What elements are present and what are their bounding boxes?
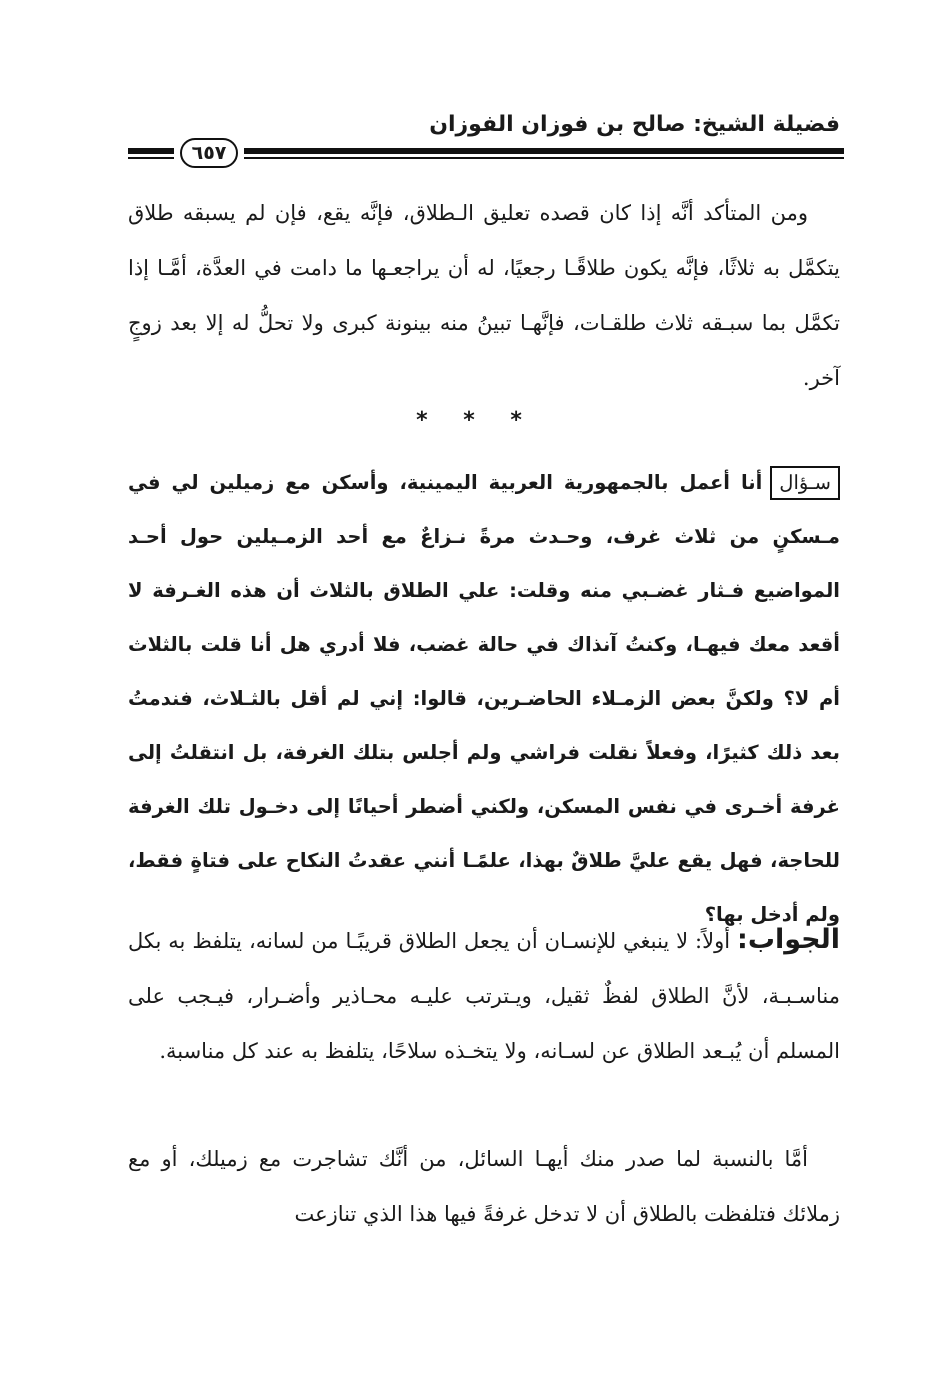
section-separator: * * *: [416, 408, 536, 433]
question-label: سـؤال: [770, 466, 840, 500]
answer-continued-paragraph: أمَّا بالنسبة لما صدر منك أيهـا السائل، من أنَّك تشاجرت مع زميلك، أو مع زملائك فتلفظت بالطلاق أن لا تدخل غرفةً فيها هذا الذي تنازعت: [128, 1147, 840, 1226]
question-text: أنا أعمل بالجمهورية العربية اليمينية، وأسكن مع زميلين لي في مـسكنٍ من ثلاث غرف، وحـدث مرةً نـزاعٌ مع أحد الزمـيلين حول أحـد المواضيع فـثار غضـبي منه وقلت: علي الطلاق بالثلاث أن هذه الغـرفة لا أقعد معك فيهـا، وكنتُ آنذاك في حالة غضب، فلا أدري هل أنا قلت بالثلاث أم لا؟ ولكنَّ بعض الزمـلاء الحاضـرين، قالوا: إني لم أقل بالثـلاث، فندمتُ بعد ذلك كثيرًا، وفعلاً نقلت فراشي ولم أجلس بتلك الغرفة، بل انتقلتُ إلى غرفة أخـرى في نفس المسكن، ولكني أضطر أحيانًا إلى دخـول تلك الغرفة للحاجة، فهل يقع عليَّ طلاقٌ بهذا، علمًـا أنني عقدتُ النكاح على فتاةٍ فقط، ولم أدخل بها؟: [128, 471, 840, 926]
question-paragraph: [128, 456, 840, 942]
intro-paragraph: ومن المتأكد أنَّه إذا كان قصده تعليق الـطلاق، فإنَّه يقع، فإن لم يسبقه طلاق يتكمَّل به ثلاثًا، فإنَّه يكون طلاقًـا رجعيًا، له أن يراجعـها ما دامت في العدَّة، أمَّـا إذا تكمَّل بما سبـقه ثلاث طلقـات، فإنَّهـا تبينُ منه بينونة كبرى ولا تحلُّ له إلا بعد زوجٍ آخر.: [128, 201, 840, 390]
running-title: فضيلة الشيخ: صالح بن فوزان الفوزان: [429, 112, 840, 137]
page-number-badge: ٦٥٧: [180, 138, 238, 168]
answer-label: الجواب:: [737, 924, 840, 955]
header-rule: [244, 148, 844, 154]
question-section: [128, 456, 840, 942]
answer-paragraph: [128, 912, 840, 1079]
answer-section: [128, 912, 840, 1079]
header-rule-short: [128, 148, 174, 154]
answer-continued-section: [128, 1132, 840, 1242]
intro-section: [128, 186, 840, 406]
answer-text: أولاً: لا ينبغي للإنسـان أن يجعل الطلاق قريبًـا من لسانه، يتلفظ به بكل مناسـبـة، لأنَّ الطلاق لفظٌ ثقيل، ويـترتب عليـه محـاذير وأضـرار، فيـجب على المسلم أن يُبـعد الطلاق عن لسـانه، ولا يتخـذه سلاحًا، يتلفظ به عند كل مناسبة.: [128, 929, 840, 1063]
